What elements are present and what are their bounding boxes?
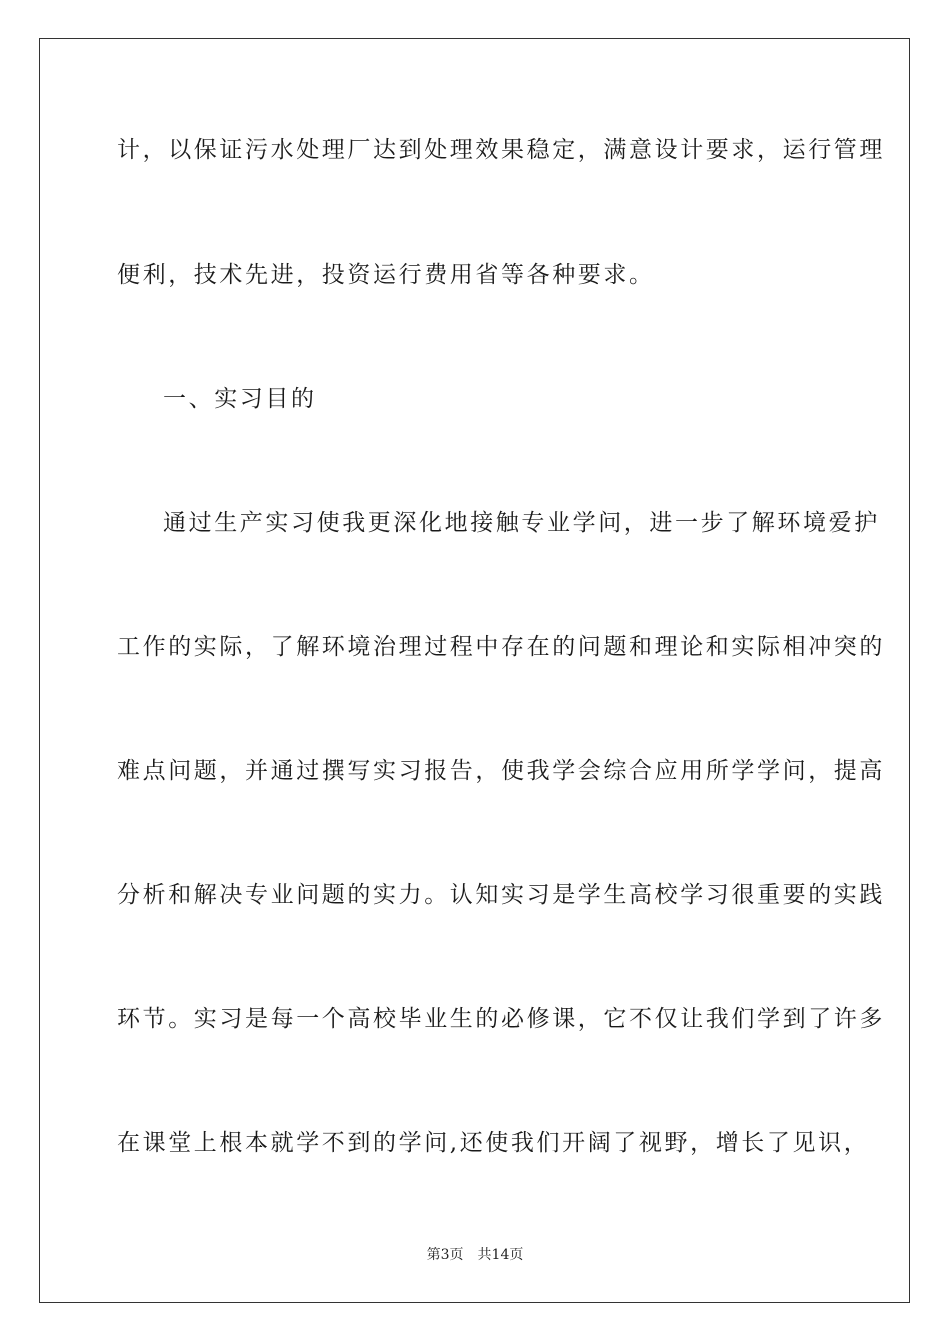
- text-line: 工作的实际，了解环境治理过程中存在的问题和理论和实际相冲突的: [117, 634, 885, 660]
- page-border: [39, 38, 910, 1303]
- text-line: 计，以保证污水处理厂达到处理效果稳定，满意设计要求，运行管理: [117, 137, 885, 163]
- text-line: 便利，技术先进，投资运行费用省等各种要求。: [117, 262, 655, 288]
- text-line: 通过生产实习使我更深化地接触专业学问，进一步了解环境爱护: [163, 510, 880, 536]
- text-line: 在课堂上根本就学不到的学问,还使我们开阔了视野，增长了见识，: [117, 1130, 870, 1156]
- text-line: 难点问题，并通过撰写实习报告，使我学会综合应用所学学问，提高: [117, 758, 885, 784]
- text-line: 分析和解决专业问题的实力。认知实习是学生高校学习很重要的实践: [117, 882, 885, 908]
- section-heading: 一、实习目的: [163, 386, 317, 412]
- page-number-footer: 第3页 共14页: [426, 1247, 524, 1263]
- text-line: 环节。实习是每一个高校毕业生的必修课，它不仅让我们学到了许多: [117, 1006, 885, 1032]
